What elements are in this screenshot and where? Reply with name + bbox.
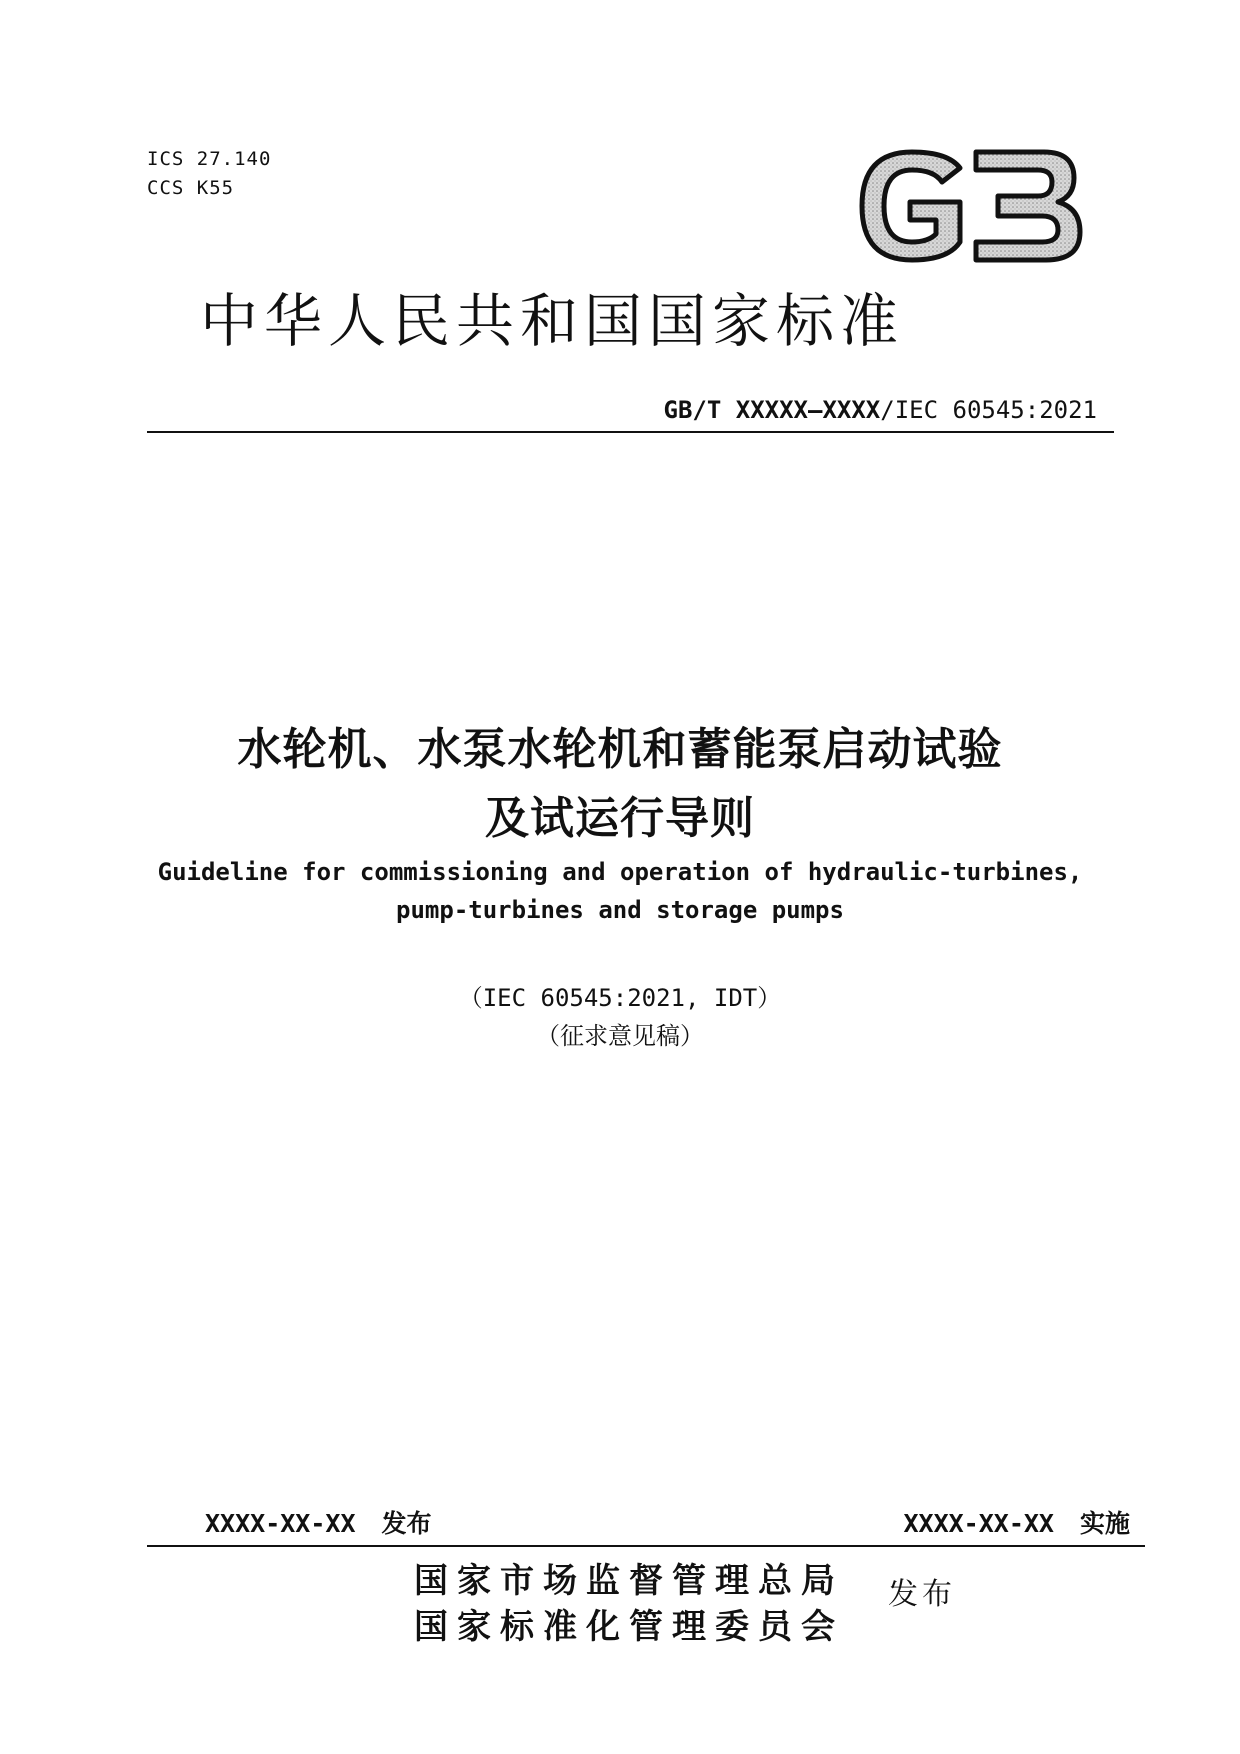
- authority-samr: 国家市场监督管理总局: [414, 1561, 844, 1601]
- implement-date-label: 实施: [1079, 1509, 1130, 1538]
- ics-code: ICS 27.140: [147, 148, 272, 170]
- national-standard-banner: 中华人民共和国国家标准: [200, 287, 905, 355]
- standard-number-iec: /IEC 60545:2021: [880, 396, 1097, 424]
- bottom-divider: [147, 1545, 1145, 1547]
- issued-label: 发布: [888, 1577, 956, 1612]
- title-cn-line2: 及试运行导则: [485, 793, 755, 844]
- draft-status: （征求意见稿）: [536, 1022, 704, 1050]
- issue-date-label: 发布: [381, 1509, 432, 1538]
- authority-sac: 国家标准化管理委员会: [414, 1607, 844, 1647]
- issue-date-value: XXXX-XX-XX: [205, 1509, 356, 1538]
- issuing-authorities: [414, 1558, 844, 1650]
- top-divider: [147, 431, 1114, 433]
- title-cn-line1: 水轮机、水泵水轮机和蓄能泵启动试验: [237, 724, 1003, 775]
- standard-number: [664, 396, 1098, 424]
- ccs-code: CCS K55: [147, 177, 235, 199]
- title-en-line1: Guideline for commissioning and operation of hydraulic-turbines,: [157, 858, 1083, 886]
- standard-number-main: GB/T XXXXX—XXXX: [663, 396, 881, 424]
- title-en-line2: pump-turbines and storage pumps: [396, 896, 844, 924]
- adoption-note: （IEC 60545:2021, IDT）: [458, 984, 782, 1012]
- implement-date: [903, 1508, 1130, 1540]
- issue-date: [205, 1508, 432, 1540]
- implement-date-value: XXXX-XX-XX: [903, 1509, 1054, 1538]
- gb-logo-icon: [848, 146, 1088, 266]
